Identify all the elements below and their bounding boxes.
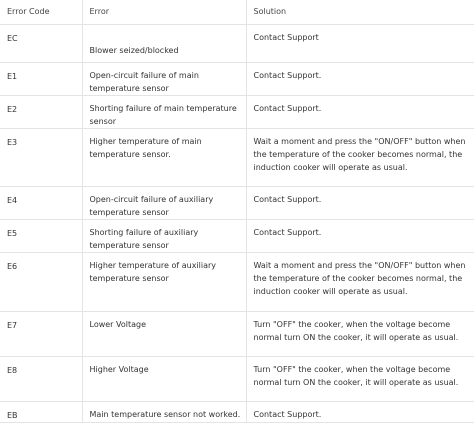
table-row [0, 312, 474, 357]
table-row [0, 25, 474, 63]
error-code-cell: E3 [0, 129, 82, 187]
table-row [0, 187, 474, 220]
solution-cell: Wait a moment and press the "ON/OFF" button when the temperature of the cooker becomes normal, the induction cooker will operate as usual. [246, 253, 474, 312]
error-code-cell: E5 [0, 220, 82, 253]
table-row [0, 96, 474, 129]
table-header [0, 0, 474, 25]
error-code-cell: E8 [0, 357, 82, 402]
solution-cell: Contact Support. [246, 63, 474, 96]
error-code-cell: E7 [0, 312, 82, 357]
error-description-cell: Higher Voltage [82, 357, 246, 402]
header-error: Error [82, 0, 246, 25]
solution-cell: Turn "OFF" the cooker, when the voltage become normal turn ON the cooker, it will operate as usual. [246, 357, 474, 402]
error-code-cell: E1 [0, 63, 82, 96]
header-row [0, 0, 474, 25]
table-row [0, 129, 474, 187]
error-description-cell: Blower seized/blocked [82, 25, 246, 63]
error-code-cell: EB [0, 402, 82, 423]
error-description-cell: Open-circuit failure of auxiliary temperature sensor [82, 187, 246, 220]
error-code-cell: EC [0, 25, 82, 63]
error-description-cell: Lower Voltage [82, 312, 246, 357]
table-row [0, 357, 474, 402]
error-code-cell: E2 [0, 96, 82, 129]
header-solution: Solution [246, 0, 474, 25]
table-row [0, 253, 474, 312]
table-row [0, 63, 474, 96]
error-description-cell: Shorting failure of auxiliary temperature sensor [82, 220, 246, 253]
solution-cell: Contact Support [246, 25, 474, 63]
solution-cell: Turn "OFF" the cooker, when the voltage become normal turn ON the cooker, it will operate as usual. [246, 312, 474, 357]
solution-cell: Wait a moment and press the "ON/OFF" button when the temperature of the cooker becomes normal, the induction cooker will operate as usual. [246, 129, 474, 187]
solution-cell: Contact Support. [246, 96, 474, 129]
error-description-cell: Shorting failure of main temperature sensor [82, 96, 246, 129]
error-code-cell: E4 [0, 187, 82, 220]
solution-cell: Contact Support. [246, 220, 474, 253]
error-description-cell: Main temperature sensor not worked. [82, 402, 246, 423]
solution-cell: Contact Support. [246, 187, 474, 220]
table-row [0, 402, 474, 423]
error-code-cell: E6 [0, 253, 82, 312]
table-row [0, 220, 474, 253]
error-description-cell: Open-circuit failure of main temperature sensor [82, 63, 246, 96]
table-body [0, 25, 474, 423]
solution-cell: Contact Support. [246, 402, 474, 423]
header-error-code: Error Code [0, 0, 82, 25]
error-description-cell: Higher temperature of auxiliary temperature sensor [82, 253, 246, 312]
error-description-cell: Higher temperature of main temperature sensor. [82, 129, 246, 187]
